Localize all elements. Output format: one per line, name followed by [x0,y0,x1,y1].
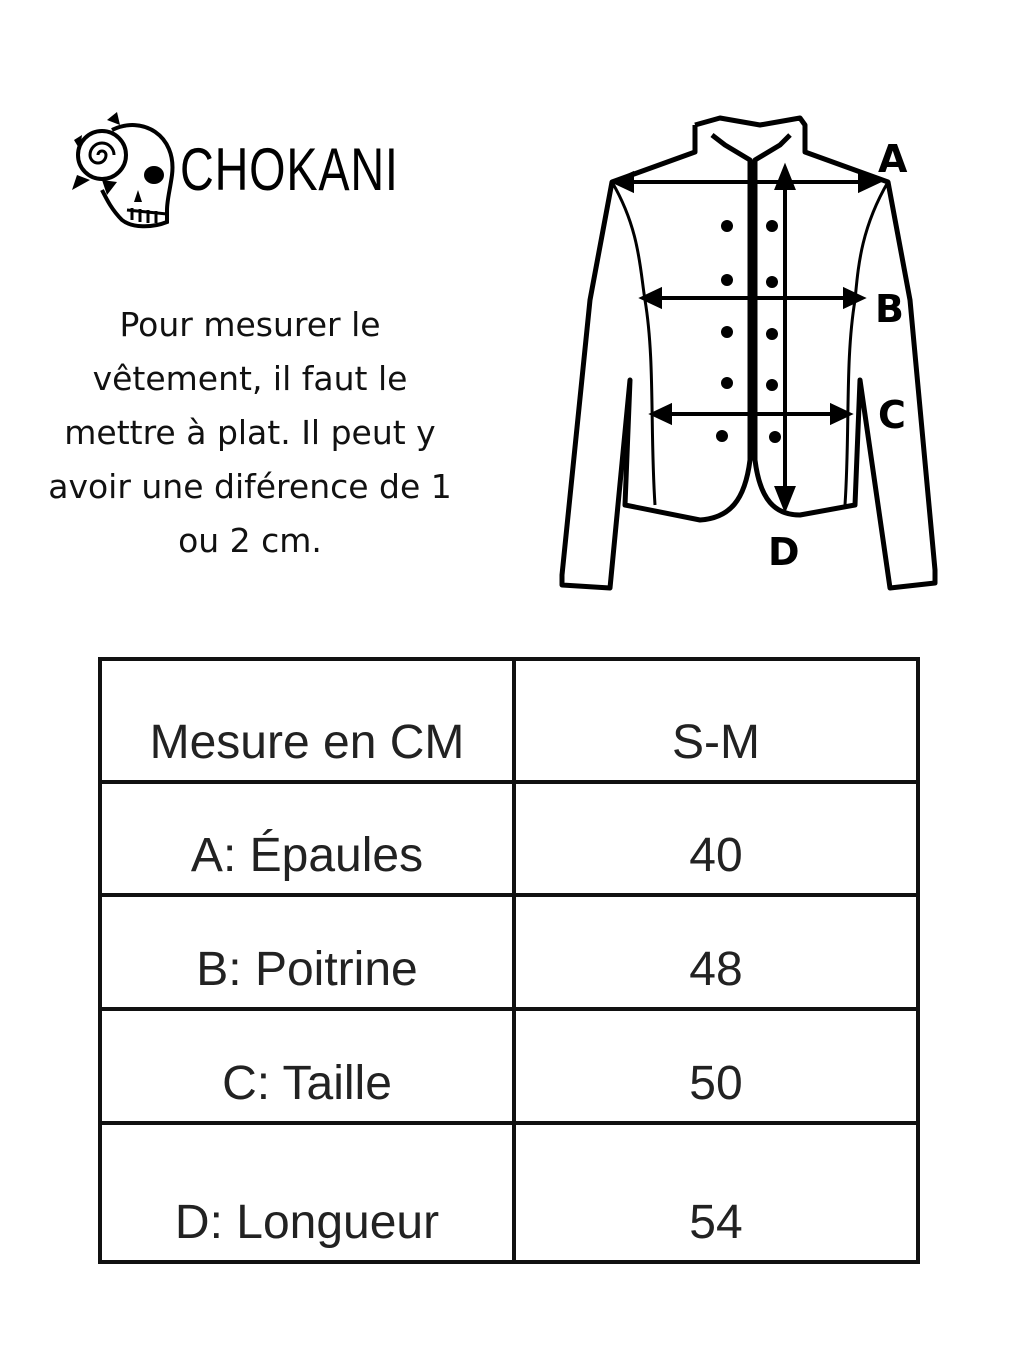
brand-name: CHOKANI [180,136,399,203]
table-row [100,782,918,895]
table-header-row [100,659,918,782]
label-d: D [768,530,800,574]
row-label: B: Poitrine [100,895,514,1009]
row-value: 48 [514,895,918,1009]
table-row [100,1009,918,1123]
row-label: A: Épaules [100,782,514,895]
label-a: A [878,137,908,181]
size-table [98,657,920,1264]
header-measure: Mesure en CM [100,659,514,782]
label-c: C [878,393,906,437]
measuring-instructions: Pour mesurer le vêtement, il faut le mettre à plat. Il peut y avoir une diférence de 1 ou 2 cm. [48,305,452,560]
row-label: C: Taille [100,1009,514,1123]
row-label: D: Longueur [100,1123,514,1262]
table-row [100,1123,918,1262]
row-value: 50 [514,1009,918,1123]
row-value: 40 [514,782,918,895]
jacket-diagram [550,105,950,605]
label-b: B [875,287,904,331]
table-row [100,895,918,1009]
header-size: S-M [514,659,918,782]
skull-rose-icon [72,110,182,235]
row-value: 54 [514,1123,918,1262]
